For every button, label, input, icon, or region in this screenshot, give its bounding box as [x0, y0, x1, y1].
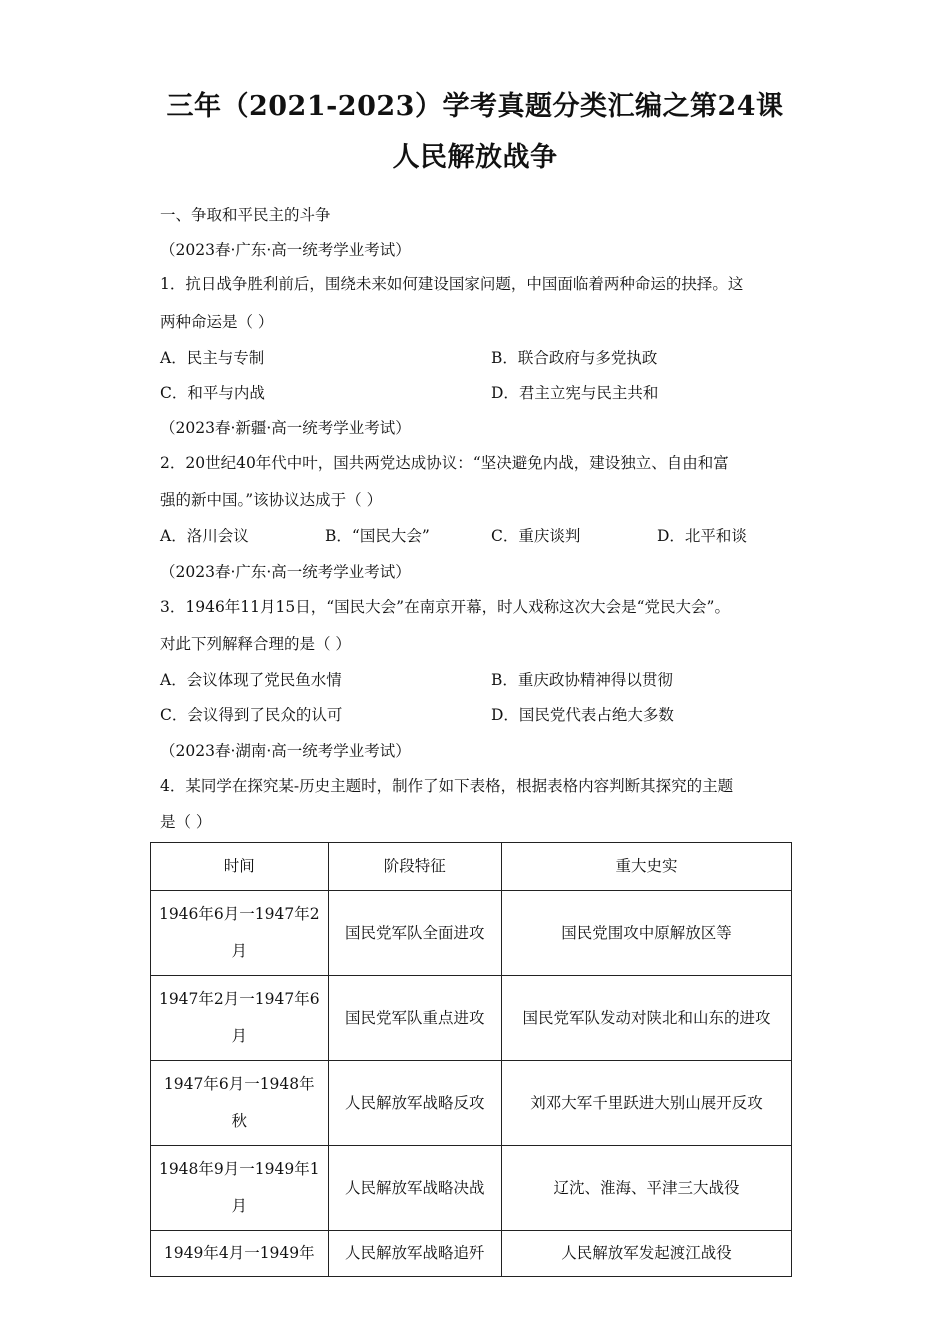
table-cell-stage: 国民党军队全面进攻 — [328, 891, 502, 976]
option-c: C．和平与内战 — [160, 384, 265, 402]
question-stem: 是（ ） — [160, 813, 212, 831]
table-row — [151, 976, 792, 1061]
table-row — [151, 1061, 792, 1146]
option-d: D．国民党代表占绝大多数 — [491, 706, 674, 724]
option-b: B．联合政府与多党执政 — [491, 349, 658, 367]
question-stem: 4．某同学在探究某-历史主题时，制作了如下表格，根据表格内容判断其探究的主题 — [160, 777, 734, 795]
table-cell-period: 1949年4月一1949年 — [151, 1231, 329, 1277]
option-b: B．重庆政协精神得以贯彻 — [491, 671, 673, 689]
table-cell-stage: 人民解放军战略反攻 — [328, 1061, 502, 1146]
question-stem: 对此下列解释合理的是（ ） — [160, 635, 351, 653]
option-b: B．“国民大会” — [325, 527, 430, 545]
table-cell-event: 人民解放军发起渡江战役 — [502, 1231, 792, 1277]
table-header-cell: 时间 — [151, 843, 329, 891]
option-a: A．会议体现了党民鱼水情 — [160, 671, 342, 689]
table-row — [151, 1231, 792, 1277]
question-source: （2023春·湖南·高一统考学业考试） — [160, 742, 411, 760]
table-cell-event: 国民党军队发动对陕北和山东的进攻 — [502, 976, 792, 1061]
option-c: C．会议得到了民众的认可 — [160, 706, 343, 724]
question-stem: 两种命运是（ ） — [160, 313, 274, 331]
option-c: C．重庆谈判 — [491, 527, 581, 545]
section-heading: 一、争取和平民主的斗争 — [160, 206, 331, 224]
table-cell-stage: 人民解放军战略决战 — [328, 1146, 502, 1231]
question-stem: 2．20世纪40年代中叶，国共两党达成协议：“坚决避免内战，建设独立、自由和富 — [160, 454, 729, 472]
question-stem: 3．1946年11月15日，“国民大会”在南京开幕，时人戏称这次大会是“党民大会”。 — [160, 598, 730, 616]
option-a: A．洛川会议 — [160, 527, 249, 545]
table-cell-stage: 人民解放军战略追歼 — [328, 1231, 502, 1277]
question-stem: 1．抗日战争胜利前后，围绕未来如何建设国家问题，中国面临着两种命运的抉择。这 — [160, 275, 744, 293]
table-cell-event: 刘邓大军千里跃进大别山展开反攻 — [502, 1061, 792, 1146]
table-cell-period: 1947年6月一1948年秋 — [151, 1061, 329, 1146]
option-d: D．君主立宪与民主共和 — [491, 384, 659, 402]
question-source: （2023春·广东·高一统考学业考试） — [160, 563, 411, 581]
doc-title-line2: 人民解放战争 — [392, 142, 558, 173]
table-cell-period: 1946年6月一1947年2月 — [151, 891, 329, 976]
option-d: D．北平和谈 — [657, 527, 747, 545]
table-row — [151, 891, 792, 976]
table-cell-period: 1947年2月一1947年6月 — [151, 976, 329, 1061]
table-row — [151, 1146, 792, 1231]
history-table — [150, 842, 792, 1277]
question-stem: 强的新中国。”该协议达成于（ ） — [160, 491, 383, 509]
table-header-cell: 重大史实 — [502, 843, 792, 891]
doc-title-line1: 三年（2021-2023）学考真题分类汇编之第24课 — [166, 91, 784, 122]
question-source: （2023春·广东·高一统考学业考试） — [160, 241, 411, 259]
table-cell-event: 辽沈、淮海、平津三大战役 — [502, 1146, 792, 1231]
table-header-row — [151, 843, 792, 891]
table-cell-event: 国民党围攻中原解放区等 — [502, 891, 792, 976]
table-header-cell: 阶段特征 — [328, 843, 502, 891]
option-a: A．民主与专制 — [160, 349, 265, 367]
table-cell-stage: 国民党军队重点进攻 — [328, 976, 502, 1061]
table-cell-period: 1948年9月一1949年1月 — [151, 1146, 329, 1231]
question-source: （2023春·新疆·高一统考学业考试） — [160, 419, 411, 437]
